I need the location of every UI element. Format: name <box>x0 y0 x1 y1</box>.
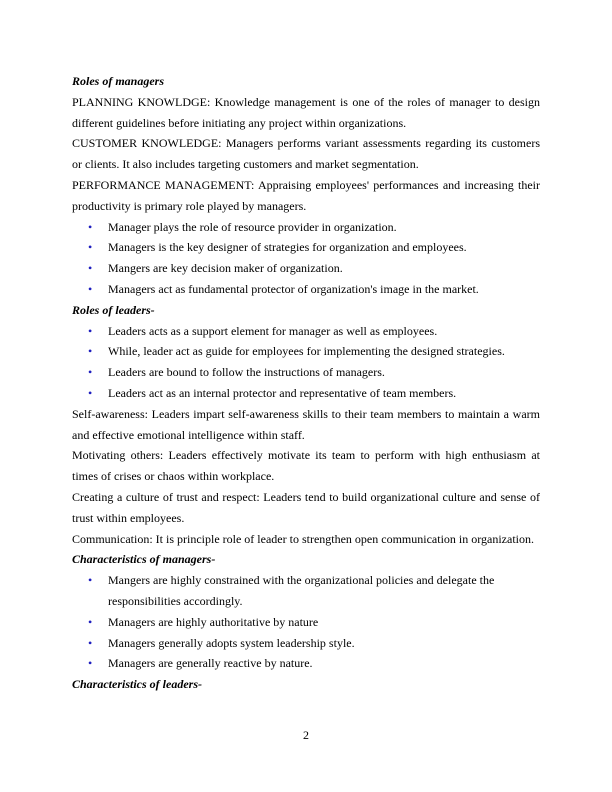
list-item-text: Leaders acts as a support element for manager as well as employees. <box>108 323 438 338</box>
bullet-icon: • <box>88 573 93 588</box>
list-item-text: Managers are generally reactive by nature. <box>108 656 313 671</box>
list-item-text: Managers generally adopts system leadership style. <box>108 635 355 650</box>
section-heading-roles-of-managers: Roles of managers <box>72 74 165 88</box>
list-item <box>72 633 540 654</box>
leaders-roles-list <box>72 321 540 404</box>
list-item-text: Manager plays the role of resource provider in organization. <box>108 219 397 234</box>
paragraph-planning-knowledge: PLANNING KNOWLDGE: Knowledge management is one of the roles of manager to design different guidelines before initiating any project within organizations. <box>72 94 540 130</box>
list-item <box>72 217 540 238</box>
page-number: 2 <box>303 728 309 742</box>
bullet-icon: • <box>88 365 93 380</box>
bullet-icon: • <box>88 385 93 400</box>
list-item <box>72 279 540 300</box>
bullet-icon: • <box>88 344 93 359</box>
section-heading-roles-of-leaders: Roles of leaders- <box>72 302 155 317</box>
managers-characteristics-list <box>72 570 540 674</box>
bullet-icon: • <box>88 614 93 629</box>
section-heading-characteristics-of-leaders: Characteristics of leaders- <box>72 677 202 692</box>
bullet-icon: • <box>88 635 93 650</box>
bullet-icon: • <box>88 219 93 234</box>
list-item <box>72 237 540 258</box>
paragraph-customer-knowledge: CUSTOMER KNOWLEDGE: Managers performs variant assessments regarding its customers or clients. It also includes targeting customers and market segmentation. <box>72 136 540 172</box>
list-item-text: Mangers are key decision maker of organization. <box>108 261 343 276</box>
list-item <box>72 383 540 404</box>
bullet-icon: • <box>88 281 93 296</box>
list-item <box>72 570 540 612</box>
list-item <box>72 362 540 383</box>
managers-roles-list <box>72 217 540 300</box>
list-item-text: Managers are highly authoritative by nature <box>108 614 319 629</box>
bullet-icon: • <box>88 323 93 338</box>
page-content <box>72 71 540 695</box>
list-item <box>72 612 540 633</box>
bullet-icon: • <box>88 240 93 255</box>
paragraph-performance-management: PERFORMANCE MANAGEMENT: Appraising employees' performances and increasing their productivity is primary role played by managers. <box>72 177 540 213</box>
bullet-icon: • <box>88 261 93 276</box>
section-heading-characteristics-of-managers: Characteristics of managers- <box>72 552 216 567</box>
list-item <box>72 341 540 362</box>
list-item-text: Leaders act as an internal protector and representative of team members. <box>108 385 457 400</box>
paragraph-culture-of-trust: Creating a culture of trust and respect: Leaders tend to build organizational culture and sense of trust within employees. <box>72 489 540 525</box>
bullet-icon: • <box>88 656 93 671</box>
list-item <box>72 321 540 342</box>
list-item <box>72 258 540 279</box>
list-item-text: Managers is the key designer of strategies for organization and employees. <box>108 240 467 255</box>
list-item-text: Mangers are highly constrained with the organizational policies and delegate the responsibilities accordingly. <box>108 573 495 608</box>
list-item <box>72 653 540 674</box>
list-item-text: While, leader act as guide for employees for implementing the designed strategies. <box>108 344 505 359</box>
paragraph-communication: Communication: It is principle role of leader to strengthen open communication in organization. <box>72 531 534 546</box>
list-item-text: Managers act as fundamental protector of organization's image in the market. <box>108 281 479 296</box>
paragraph-self-awareness: Self-awareness: Leaders impart self-awareness skills to their team members to maintain a warm and effective emotional intelligence within staff. <box>72 406 540 442</box>
paragraph-motivating-others: Motivating others: Leaders effectively motivate its team to perform with high enthusiasm at times of crises or chaos within workplace. <box>72 448 540 484</box>
list-item-text: Leaders are bound to follow the instructions of managers. <box>108 365 385 380</box>
